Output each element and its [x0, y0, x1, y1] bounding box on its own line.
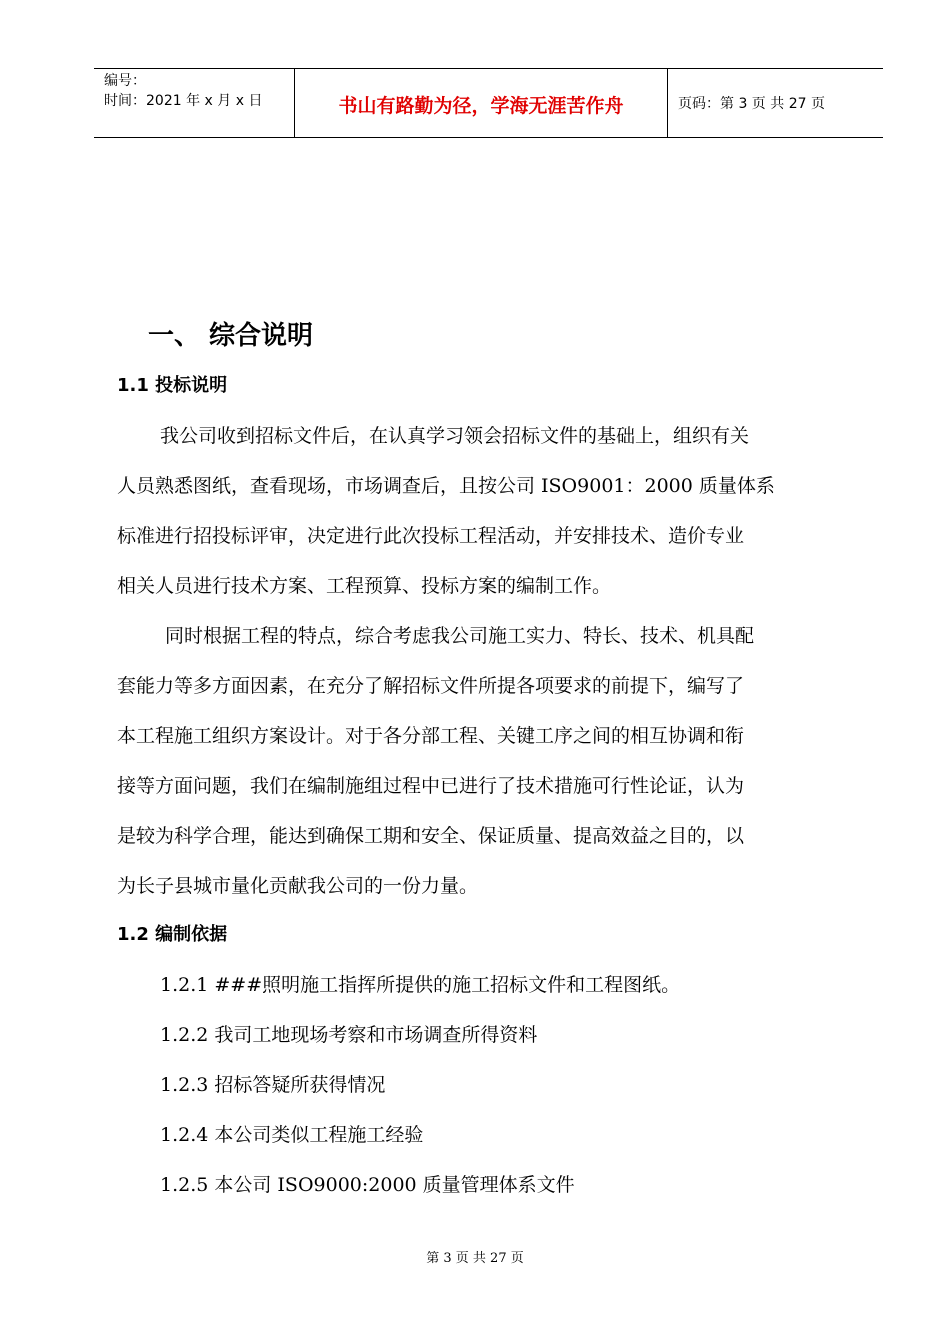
basis-list-item: 1.2.5 本公司 ISO9000:2000 质量管理体系文件	[160, 1174, 575, 1196]
document-header	[94, 68, 883, 138]
paragraph-2-line: 套能力等多方面因素，在充分了解招标文件所提各项要求的前提下，编写了	[117, 675, 745, 697]
paragraph-1-line: 我公司收到招标文件后，在认真学习领会招标文件的基础上，组织有关	[160, 425, 750, 447]
paragraph-1-line: 人员熟悉图纸，查看现场，市场调查后，且按公司 ISO9001：2000 质量体系	[117, 475, 775, 497]
header-page-cell	[668, 69, 883, 137]
page-footer: 第 3 页 共 27 页	[426, 1251, 524, 1266]
document-number-label: 编号：	[104, 73, 146, 89]
basis-list-item: 1.2.3 招标答疑所获得情况	[160, 1074, 386, 1096]
paragraph-2-line: 同时根据工程的特点，综合考虑我公司施工实力、特长、技术、机具配	[165, 625, 755, 647]
header-info-cell	[94, 69, 295, 137]
paragraph-1-line: 标准进行招投标评审，决定进行此次投标工程活动，并安排技术、造价专业	[117, 525, 745, 547]
paragraph-2-line: 是较为科学合理，能达到确保工期和安全、保证质量、提高效益之目的，以	[117, 825, 745, 847]
document-time-label: 时间：2021 年 x 月 x 日	[104, 93, 263, 109]
basis-list-item: 1.2.4 本公司类似工程施工经验	[160, 1124, 424, 1146]
section-heading-1-2: 1.2 编制依据	[117, 924, 228, 945]
section-heading-1-1: 1.1 投标说明	[117, 375, 228, 396]
basis-list-item: 1.2.2 我司工地现场考察和市场调查所得资料	[160, 1024, 538, 1046]
header-motto: 书山有路勤为径，学海无涯苦作舟	[338, 95, 624, 117]
paragraph-2-line: 为长子县城市量化贡献我公司的一份力量。	[117, 875, 479, 897]
header-page-label: 页码：第 3 页 共 27 页	[678, 96, 825, 112]
paragraph-1-line: 相关人员进行技术方案、工程预算、投标方案的编制工作。	[117, 575, 612, 597]
paragraph-2-line: 本工程施工组织方案设计。对于各分部工程、关键工序之间的相互协调和衔	[117, 725, 745, 747]
chapter-heading: 一、 综合说明	[148, 321, 314, 351]
header-motto-cell	[295, 69, 668, 137]
basis-list-item: 1.2.1 ###照明施工指挥所提供的施工招标文件和工程图纸。	[160, 974, 681, 996]
paragraph-2-line: 接等方面问题，我们在编制施组过程中已进行了技术措施可行性论证，认为	[117, 775, 745, 797]
